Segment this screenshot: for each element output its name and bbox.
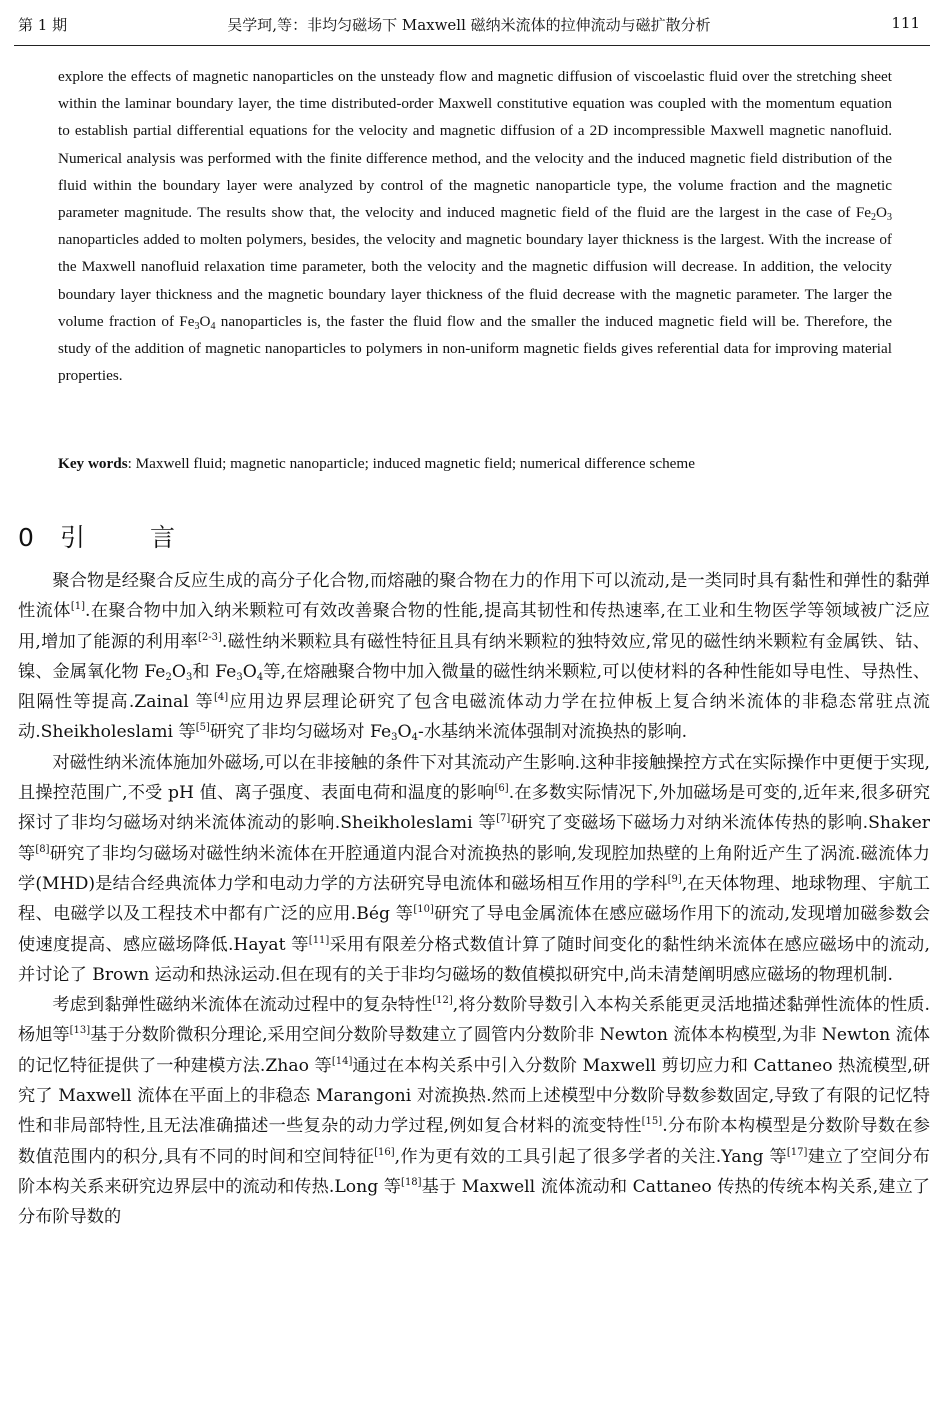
english-abstract <box>58 63 892 389</box>
citation: [8] <box>35 843 50 855</box>
citation: [5] <box>195 722 210 734</box>
citation: [12] <box>432 995 453 1007</box>
citation: [2-3] <box>197 631 222 643</box>
page-number: 111 <box>891 14 920 32</box>
running-header <box>18 14 920 40</box>
section-heading <box>18 518 175 554</box>
citation: [16] <box>374 1146 395 1158</box>
citation: [11] <box>308 934 330 946</box>
citation: [4] <box>214 692 229 704</box>
paragraph-2: 对磁性纳米流体施加外磁场,可以在非接触的条件下对其流动产生影响.这种非接触操控方式在实际操作中更便于实现,且操控范围广,不受 pH 值、离子强度、表面电荷和温度的影响[6].在多数实际情况下,外加磁场是可变的,近年来,很多研究探讨了非均匀磁场对纳米流体流动的影响.Sheikholeslami 等[7]研究了变磁场下磁场力对纳米流体传热的影响.Shaker 等[8]研究了非均匀磁场对磁性纳米流体在开腔通道内混合对流换热的影响,发现腔加热壁的上角附近产生了涡流.磁流体力学(MHD)是结合经典流体力学和电动力学的方法研究导电流体和磁场相互作用的学科[9],在天体物理、地球物理、宇航工程、电磁学以及工程技术中都有广泛的应用.Bég 等[10]研究了导电金属流体在感应磁场作用下的流动,发现增加磁参数会使速度提高、感应磁场降低.Hayat 等[11]采用有限差分格式数值计算了随时间变化的黏性纳米流体在感应磁场中的流动,并讨论了 Brown 运动和热泳运动.但在现有的关于非均匀磁场的数值模拟研究中,尚未清楚阐明感应磁场的物理机制. <box>18 752 931 985</box>
citation: [17] <box>786 1146 808 1158</box>
section-title-char-2: 言 <box>150 523 176 552</box>
citation: [1] <box>70 601 86 613</box>
citation: [9] <box>667 873 682 885</box>
paragraph-3: 考虑到黏弹性磁纳米流体在流动过程中的复杂特性[12],将分数阶导数引入本构关系能更灵活地描述黏弹性流体的性质.杨旭等[13]基于分数阶微积分理论,采用空间分数阶导数建立了圆管内分数阶非 Newton 流体本构模型,为非 Newton 流体的记忆特征提供了一种建模方法.Zhao 等[14]通过在本构关系中引入分数阶 Maxwell 剪切应力和 Cattaneo 热流模型,研究了 Maxwell 流体在平面上的非稳态 Marangoni 对流换热.然而上述模型中分数阶导数参数固定,导致了有限的记忆特性和非局部特性,且无法准确描述一些复杂的动力学过程,例如复合材料的流变特性[15].分布阶本构模型是分数阶导数在参数值范围内的积分,具有不同的时间和空间特征[16],作为更有效的工具引起了很多学者的关注.Yang 等[17]建立了空间分布阶本构关系来研究边界层中的流动和传热.Long 等[18]基于 Maxwell 流体流动和 Cattaneo 传热的传统本构关系,建立了分布阶导数的 <box>18 995 930 1228</box>
section-number: 0 <box>18 523 34 552</box>
paragraph-1: 聚合物是经聚合反应生成的高分子化合物,而熔融的聚合物在力的作用下可以流动,是一类同时具有黏性和弹性的黏弹性流体[1].在聚合物中加入纳米颗粒可有效改善聚合物的性能,提高其韧性和传热速率,在工业和生物医学等领域被广泛应用,增加了能源的利用率[2-3].磁性纳米颗粒具有磁性特征且具有纳米颗粒的独特效应,常见的磁性纳米颗粒有金属铁、钴、镍、金属氧化物 $Fe_2O_3$和 $Fe_3O_4$等,在熔融聚合物中加入微量的磁性纳米颗粒,可以使材料的各种性能如导电性、导热性、阻隔性等提高.Zainal 等[4]应用边界层理论研究了包含电磁流体动力学在拉伸板上复合纳米流体的非稳态常驻点流动.Sheikholeslami 等[5]研究了非均匀磁场对 $Fe_3O_4-$水基纳米流体强制对流换热的影响. <box>18 571 930 744</box>
citation: [6] <box>494 783 509 795</box>
issue-number: 第 1 期 <box>18 16 68 34</box>
citation: [18] <box>401 1176 422 1188</box>
section-title-char-1: 引 <box>60 523 86 552</box>
body-text <box>18 566 930 1233</box>
header-divider <box>14 45 930 46</box>
abstract-paragraph: explore the effects of magnetic nanoparticles on the unsteady flow and magnetic diffusion of viscoelastic fluid over the stretching sheet within the laminar boundary layer, the time distributed-order Maxwell constitutive equation was coupled with the momentum equation to establish partial differential equations for the velocity and magnetic diffusion of a 2D incompressible Maxwell magnetic nanofluid. Numerical analysis was performed with the finite difference method, and the velocity and the induced magnetic field distribution of the fluid within the boundary layer were analyzed by control of the magnetic nanoparticle type, the volume fraction and the magnetic parameter magnitude. The results show that, the velocity and induced magnetic field of the fluid are the largest in the case of $Fe_2O_3$ nanoparticles added to molten polymers, besides, the velocity and magnetic boundary layer thickness is the largest. With the increase of the Maxwell nanofluid relaxation time parameter, both the velocity and the magnetic diffusion will decrease. In addition, the velocity boundary layer thickness and the magnetic boundary layer thickness of the fluid decrease with the magnetic parameter. The larger the volume fraction of $Fe_3O_4$ nanoparticles is, the faster the fluid flow and the smaller the induced magnetic field will be. Therefore, the study of the addition of magnetic nanoparticles to polymers in non-uniform magnetic fields gives referential data for improving material properties. <box>58 68 892 385</box>
citation: [15] <box>641 1116 663 1128</box>
citation: [13] <box>69 1025 91 1037</box>
citation: [7] <box>496 813 511 825</box>
running-title: 吴学珂,等：非均匀磁场下 Maxwell 磁纳米流体的拉伸流动与磁扩散分析 <box>227 16 711 34</box>
keywords-label: Key words <box>58 455 128 472</box>
keywords-text: Maxwell fluid; magnetic nanoparticle; induced magnetic field; numerical difference scheme <box>135 455 695 472</box>
citation: [10] <box>413 904 434 916</box>
citation: [14] <box>331 1055 353 1067</box>
keywords-line: Key words: Maxwell fluid; magnetic nanoparticle; induced magnetic field; numerical difference scheme <box>58 455 695 472</box>
